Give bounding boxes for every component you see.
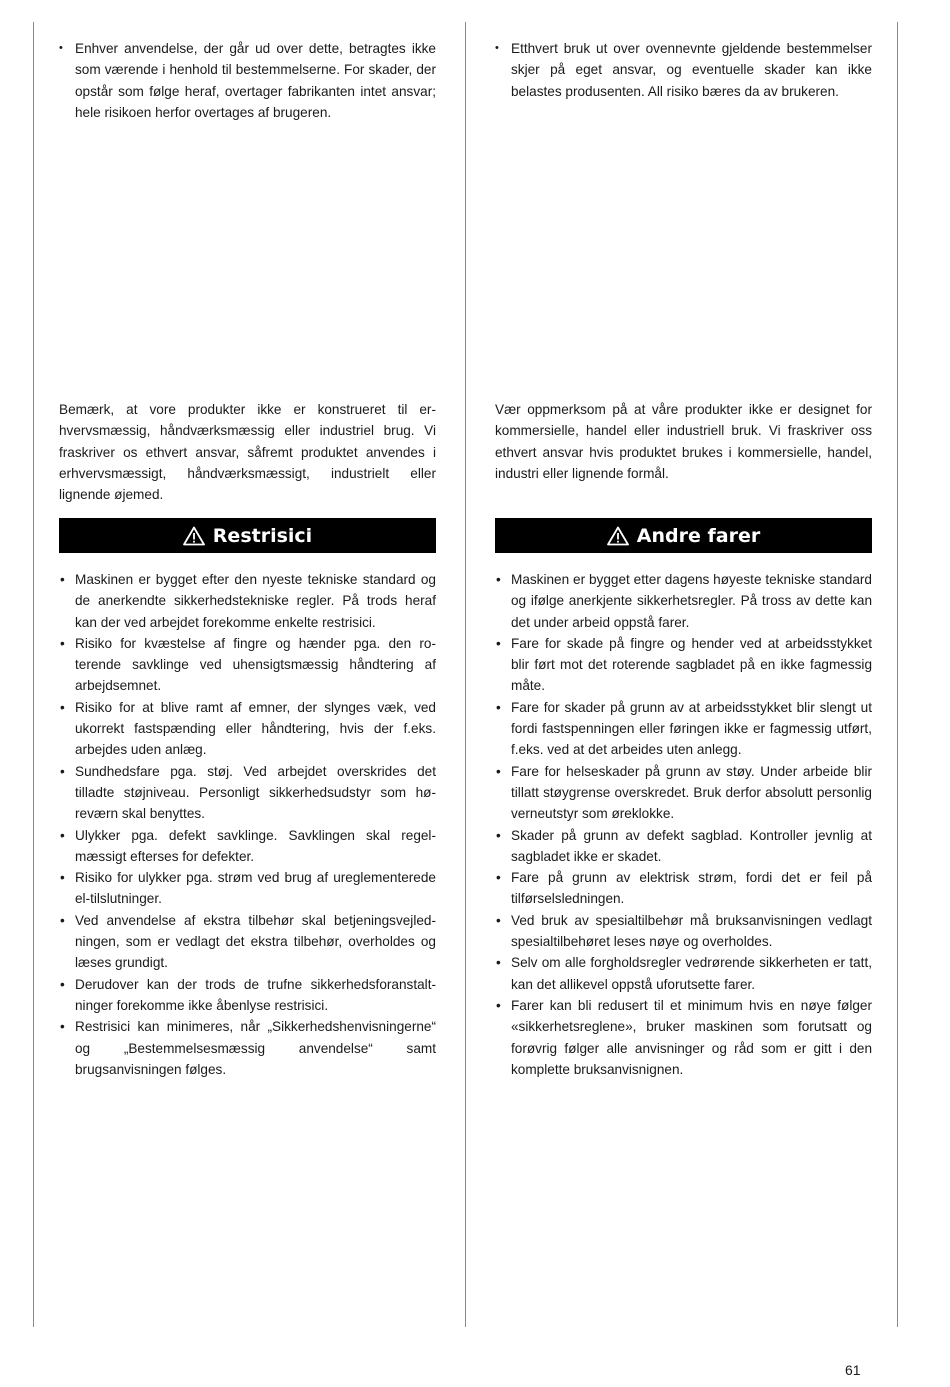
list-item [59, 910, 436, 974]
list-item-text: Fare for helseskader på grunn av støy. Under arbeide blir tillatt støygrense overskredet. Bruk derfor absolutt personlig verneutstyr som øreklokke. [511, 763, 872, 822]
left-hazard-list [59, 569, 436, 1080]
left-column-top [59, 38, 436, 123]
list-item [495, 569, 872, 633]
right-hazards [495, 569, 872, 1080]
bullet-icon: • [60, 827, 65, 843]
right-margin-rule [897, 22, 898, 1327]
list-item-text: Ulykker pga. defekt savklinge. Savklingen skal regelmæssigt efterses for defekter. [75, 827, 436, 864]
bullet-icon: • [60, 870, 65, 886]
list-item-text: Maskinen er bygget efter den nyeste tekniske standard og de anerkendte sikkerhedstekniske regler. På trods heraf kan der ved arbejdet forekomme enkelte restrisici. [75, 572, 436, 630]
list-item-text: Selv om alle forgholdsregler vedrørende sikkerheten er tatt, kan det allikevel oppstå uforutsette farer. [511, 955, 872, 992]
list-item [59, 867, 436, 910]
list-item-text: Maskinen er bygget etter dagens høyeste tekniske standard og ifølge anerkjente sikkerhetsregler. På tross av dette kan det under arbeid oppstå farer. [511, 572, 872, 630]
right-note [495, 399, 872, 484]
left-top-list [59, 38, 436, 123]
list-item [495, 38, 872, 102]
list-item-text: Fare for skader på grunn av at arbeidsstykket blir slengt ut fordi fastspenningen eller føringen ikke er fagmessig utført, f.eks. ved at det arbeides uten anlegg. [511, 699, 872, 758]
list-item [495, 633, 872, 697]
list-item [59, 569, 436, 633]
warning-triangle-icon [183, 526, 205, 546]
list-item [59, 761, 436, 825]
list-item [59, 697, 436, 761]
list-item-text: Sundhedsfare pga. støj. Ved arbejdet overskrides det tilladte støjniveau. Personligt sikkerhedsudstyr som høreværn skal benyttes. [75, 763, 436, 822]
bullet-icon: • [60, 912, 65, 928]
right-top-list [495, 38, 872, 102]
bullet-icon: • [496, 827, 501, 843]
right-section-title: Andre farer [636, 524, 761, 547]
right-hazard-list [495, 569, 872, 1080]
bullet-icon: • [496, 572, 501, 587]
list-item-text: Risiko for ulykker pga. strøm ved brug af ureglementerede el-tilslutninger. [75, 870, 436, 907]
bullet-icon: • [496, 955, 501, 971]
bullet-icon: • [495, 42, 499, 54]
left-section-header [59, 518, 436, 553]
left-hazards [59, 569, 436, 1080]
bullet-icon: • [60, 763, 65, 779]
list-item-text: Fare på grunn av elektrisk strøm, fordi det er feil på tilførselsledningen. [511, 870, 872, 907]
list-item-text: Ved anvendelse af ekstra tilbehør skal betjeningsvejledningen, som er vedlagt det ekstra tilbehør, overholdes og læses grundigt. [75, 912, 436, 971]
bullet-icon: • [496, 912, 501, 928]
list-item [495, 825, 872, 868]
list-item-text: Risiko for kvæstelse af fingre og hænder pga. den roterende savklinge ved uhensigtsmæssig håndtering af arbejdsemnet. [75, 635, 436, 694]
bullet-icon: • [496, 699, 501, 715]
list-item [59, 633, 436, 697]
list-item-text: Enhver anvendelse, der går ud over dette, betragtes ikke som værende i henhold til bestemmelserne. For skader, der opstår som følge heraf, overtager fabrikanten intet ansvar; hele risikoen herfor overtages af brugeren. [75, 41, 436, 120]
list-item-text: Fare for skade på fingre og hender ved at arbeidsstykket blir ført mot det roterende sagbladet på en ikke fagmessig måte. [511, 635, 872, 694]
bullet-icon: • [60, 699, 65, 715]
bullet-icon: • [60, 572, 65, 587]
list-item-text: Ved bruk av spesialtilbehør må bruksanvisningen vedlagt spesialtilbehøret leses nøye og overholdes. [511, 912, 872, 950]
right-column-top [495, 38, 872, 102]
list-item [495, 867, 872, 910]
bullet-icon: • [60, 976, 65, 992]
page-number: 61 [845, 1362, 861, 1378]
list-item [495, 697, 872, 761]
bullet-icon: • [496, 635, 501, 651]
list-item-text: Risiko for at blive ramt af emner, der slynges væk, ved ukorrekt fastspænding eller håndtering, hvis der f.eks. arbejdes uden anlæg. [75, 699, 436, 758]
left-note [59, 399, 436, 505]
warning-triangle-icon [607, 526, 629, 546]
list-item-text: Skader på grunn av defekt sagblad. Kontroller jevnlig at sagbladet ikke er skadet. [511, 827, 872, 864]
bullet-icon: • [60, 1019, 65, 1035]
list-item [495, 995, 872, 1080]
list-item [495, 761, 872, 825]
bullet-icon: • [59, 42, 63, 54]
right-section-header [495, 518, 872, 553]
list-item [59, 1016, 436, 1080]
list-item [59, 38, 436, 123]
list-item [59, 974, 436, 1017]
list-item-text: Farer kan bli redusert til et minimum hvis en nøye følger «sikkerhetsreglene», bruker maskinen som forutsatt og forøvrig følger alle anvisninger og råd som er gitt i den komplette bruksanvisnignen. [511, 997, 872, 1077]
bullet-icon: • [496, 997, 501, 1013]
list-item [495, 910, 872, 953]
list-item-text: Etthvert bruk ut over ovennevnte gjeldende bestemmelser skjer på eget ansvar, og eventuelle skader kan ikke belastes produsenten. All risiko bæres da av brukeren. [511, 41, 872, 99]
left-section-title: Restrisici [212, 524, 313, 547]
bullet-icon: • [60, 635, 65, 651]
center-column-rule [465, 22, 466, 1327]
right-note-text: Vær oppmerksom på at våre produkter ikke er designet for kommersielle, handel eller industriell bruk. Vi fraskriver oss ethvert ansvar hvis produktet brukes i kommersielle, handel, industri eller lignende formål. [495, 402, 872, 481]
list-item [59, 825, 436, 868]
bullet-icon: • [496, 763, 501, 779]
bullet-icon: • [496, 870, 501, 886]
list-item-text: Derudover kan der trods de trufne sikkerhedsforanstaltninger forekomme ikke åbenlyse restrisici. [75, 976, 436, 1013]
list-item [495, 952, 872, 995]
list-item-text: Restrisici kan minimeres, når „Sikkerhedshenvisningerne“ og „Bestemmelsesmæssig anvendelse“ samt brugsanvisningen følges. [75, 1019, 436, 1077]
left-margin-rule [33, 22, 34, 1327]
left-note-text: Bemærk, at vore produkter ikke er konstrueret til erhvervsmæssig, håndværksmæssig eller industriel brug. Vi fraskriver os ethvert ansvar, såfremt produktet anvendes i erhvervsmæssigt, håndværksmæssigt, industrielt eller lignende øjemed. [59, 402, 436, 503]
